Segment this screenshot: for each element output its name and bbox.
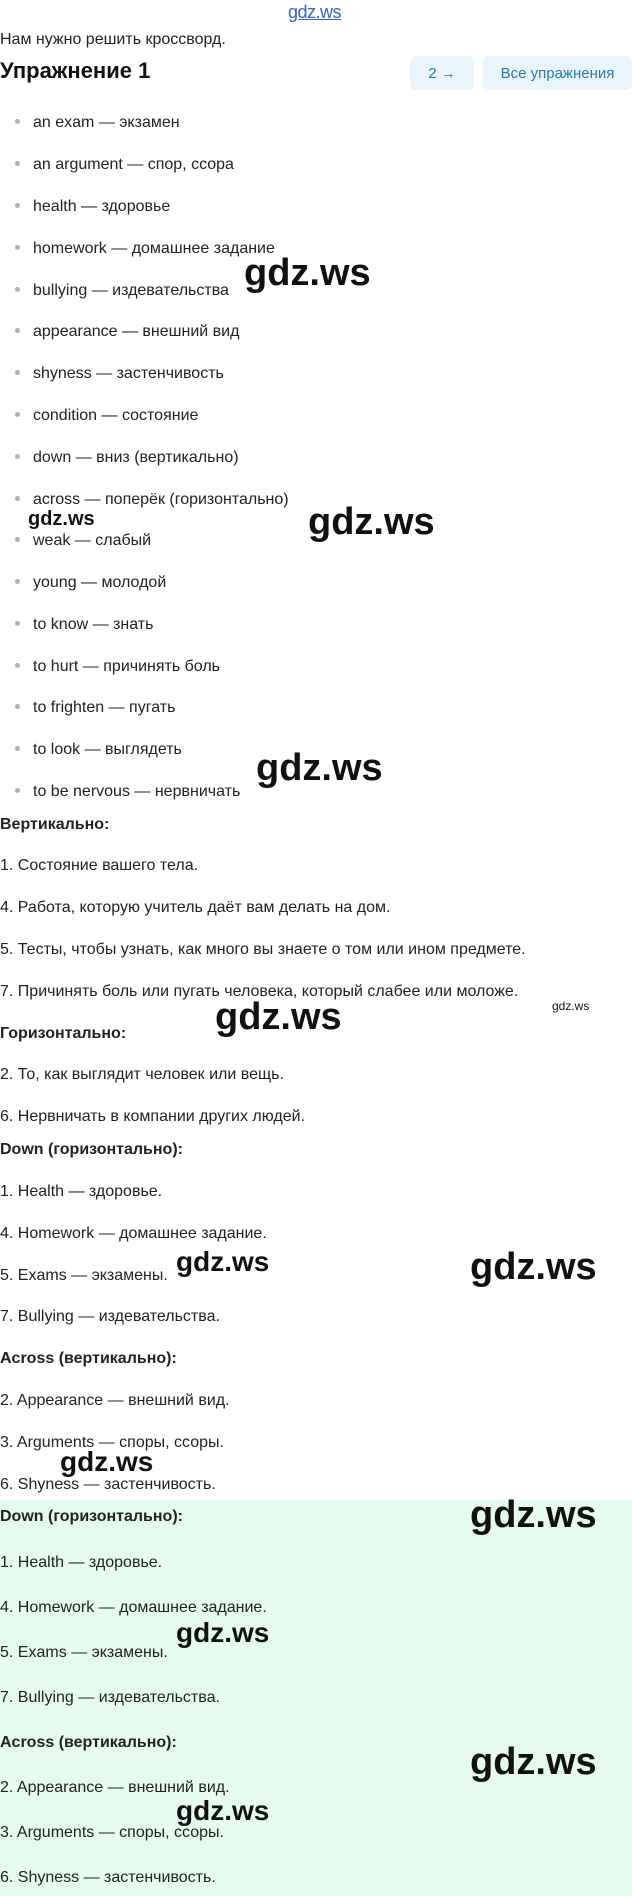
task-line: 1. Состояние вашего тела. [0,857,199,874]
bullet-icon [15,663,20,668]
watermark: gdz.ws [470,1494,597,1536]
list-item: shyness — застенчивость [0,365,224,383]
final-answer-line: 2. Appearance — внешний вид. [0,1779,230,1796]
bullet-icon [15,746,20,751]
task-line: 7. Причинять боль или пугать человека, который слабее или моложе. [0,983,519,1000]
answer-line: 1. Health — здоровье. [0,1183,163,1200]
list-item: to hurt — причинять боль [0,658,220,676]
watermark: gdz.ws [28,508,95,530]
final-answer-line: 1. Health — здоровье. [0,1554,163,1571]
bullet-icon [15,537,20,542]
list-item: weak — слабый [0,532,151,550]
bullet-icon [15,287,20,292]
list-item: an exam — экзамен [0,114,180,132]
list-item: to frighten — пугать [0,699,175,717]
site-logo[interactable]: gdz.ws [288,2,342,22]
final-answer-line: 7. Bullying — издевательства. [0,1689,220,1706]
bullet-icon [15,788,20,793]
down-heading: Down (горизонтально): [0,1141,183,1158]
watermark: gdz.ws [176,1617,270,1648]
bullet-icon [15,454,20,459]
all-exercises-button[interactable]: Все упражнения [483,56,632,90]
final-answer-line: 6. Shyness — застенчивость. [0,1869,216,1886]
bullet-icon [15,496,20,501]
horizontal-heading: Горизонтально: [0,1025,127,1042]
bullet-icon [15,579,20,584]
bullet-icon [15,704,20,709]
list-item: to look — выглядеть [0,741,182,759]
list-item: young — молодой [0,574,166,592]
watermark: gdz.ws [308,501,435,543]
answer-line: 6. Shyness — застенчивость. [0,1476,216,1493]
vertical-heading: Вертикально: [0,816,110,833]
final-down-heading: Down (горизонтально): [0,1508,183,1525]
list-item: condition — состояние [0,407,198,425]
bullet-icon [15,370,20,375]
list-item: to know — знать [0,616,153,634]
answer-line: 3. Arguments — споры, ссоры. [0,1434,224,1451]
task-line: 4. Работа, которую учитель даёт вам делать на дом. [0,899,391,916]
watermark: gdz.ws [256,747,383,789]
answer-line: 5. Exams — экзамены. [0,1267,168,1284]
list-item: homework — домашнее задание [0,240,275,258]
bullet-icon [15,412,20,417]
final-answer-line: 4. Homework — домашнее задание. [0,1599,267,1616]
watermark: gdz.ws [215,996,342,1038]
bullet-icon [15,328,20,333]
list-item: bullying — издевательства [0,282,229,300]
list-item: an argument — спор, ссора [0,156,234,174]
final-answer-line: 3. Arguments — споры, ссоры. [0,1824,224,1841]
across-heading: Across (вертикально): [0,1350,177,1367]
next-exercise-button[interactable]: 2 → [410,56,474,90]
watermark: gdz.ws [470,1246,597,1288]
list-item: down — вниз (вертикально) [0,449,239,467]
list-item: health — здоровье [0,198,170,216]
answer-line: 4. Homework — домашнее задание. [0,1225,267,1242]
watermark: gdz.ws [470,1741,597,1783]
watermark: gdz.ws [244,252,371,294]
intro-text: Нам нужно решить кроссворд. [0,31,226,48]
final-answer-line: 5. Exams — экзамены. [0,1644,168,1661]
list-item: to be nervous — нервничать [0,783,240,801]
bullet-icon [15,245,20,250]
task-line: 2. То, как выглядит человек или вещь. [0,1066,284,1083]
bullet-icon [15,203,20,208]
watermark: gdz.ws [176,1795,270,1826]
task-line: 5. Тесты, чтобы узнать, как много вы знаете о том или ином предмете. [0,941,526,958]
bullet-icon [15,119,20,124]
page-title: Упражнение 1 [0,58,151,83]
list-item: across — поперёк (горизонтально) [0,491,289,509]
answer-line: 2. Appearance — внешний вид. [0,1392,230,1409]
bullet-icon [15,161,20,166]
task-line: 6. Нервничать в компании других людей. [0,1108,306,1125]
final-across-heading: Across (вертикально): [0,1734,177,1751]
watermark: gdz.ws [60,1446,154,1477]
list-item: appearance — внешний вид [0,323,239,341]
watermark: gdz.ws [552,999,590,1013]
watermark: gdz.ws [176,1246,270,1277]
bullet-icon [15,621,20,626]
answer-line: 7. Bullying — издевательства. [0,1308,220,1325]
